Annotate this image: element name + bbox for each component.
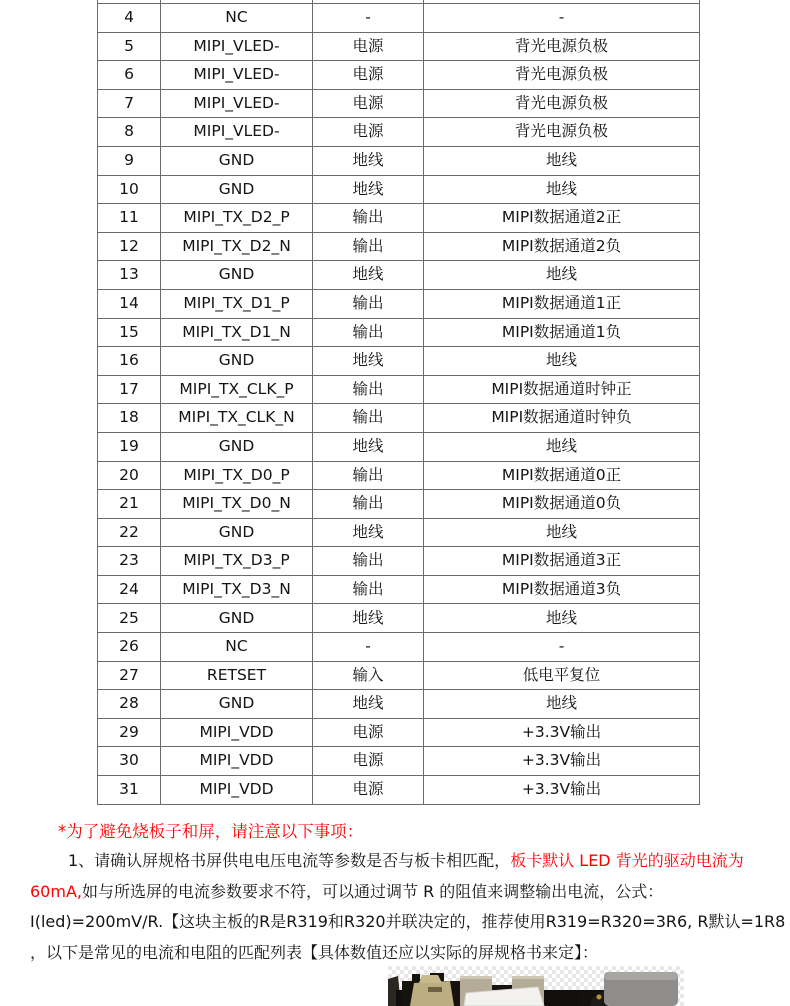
signal-type-cell: 输出 bbox=[313, 318, 424, 347]
table-row bbox=[98, 776, 700, 805]
signal-type-cell: 地线 bbox=[313, 432, 424, 461]
table-row bbox=[98, 146, 700, 175]
pin-number-cell: 9 bbox=[98, 146, 161, 175]
signal-type-cell: 输出 bbox=[313, 547, 424, 576]
signal-desc-cell: 地线 bbox=[424, 604, 700, 633]
table-row bbox=[98, 461, 700, 490]
signal-type-cell: 输出 bbox=[313, 232, 424, 261]
table-row bbox=[98, 175, 700, 204]
signal-type-cell: 地线 bbox=[313, 604, 424, 633]
pin-number-cell: 25 bbox=[98, 604, 161, 633]
notice-segment: 1、请确认屏规格书屏供电电压电流等参数是否与板卡相匹配， bbox=[68, 851, 511, 870]
signal-name-cell: GND bbox=[161, 347, 313, 376]
table-row bbox=[98, 289, 700, 318]
pin-number-cell: 26 bbox=[98, 633, 161, 662]
notice-line bbox=[30, 938, 782, 969]
gold-screw-dot bbox=[597, 995, 602, 1000]
signal-type-cell: 地线 bbox=[313, 347, 424, 376]
notice-segment: 如与所选屏的电流参数要求不符，可以通过调节 R 的阻值来调整输出电流，公式： bbox=[81, 881, 664, 901]
pin-number-cell: 4 bbox=[98, 4, 161, 33]
pin-number-cell: 24 bbox=[98, 575, 161, 604]
signal-type-cell: 电源 bbox=[313, 61, 424, 90]
pin-number-cell: 18 bbox=[98, 404, 161, 433]
signal-type-cell: 电源 bbox=[313, 718, 424, 747]
signal-name-cell: NC bbox=[161, 4, 313, 33]
signal-desc-cell: MIPI数据通道3正 bbox=[424, 547, 700, 576]
pin-number-cell: 20 bbox=[98, 461, 161, 490]
signal-desc-cell: 地线 bbox=[424, 518, 700, 547]
pin-number-cell: 13 bbox=[98, 261, 161, 290]
table-row bbox=[98, 747, 700, 776]
signal-name-cell: MIPI_TX_D0_N bbox=[161, 490, 313, 519]
table-row bbox=[98, 347, 700, 376]
signal-type-cell: 地线 bbox=[313, 146, 424, 175]
signal-type-cell: - bbox=[313, 633, 424, 662]
signal-name-cell: GND bbox=[161, 146, 313, 175]
table-row bbox=[98, 261, 700, 290]
signal-name-cell: RETSET bbox=[161, 661, 313, 690]
warning-heading: *为了避免烧板子和屏，请注意以下事项： bbox=[58, 822, 364, 841]
signal-desc-cell: 地线 bbox=[424, 432, 700, 461]
pin-number-cell: 16 bbox=[98, 347, 161, 376]
signal-desc-cell: MIPI数据通道时钟负 bbox=[424, 404, 700, 433]
table-row bbox=[98, 661, 700, 690]
table-row bbox=[98, 575, 700, 604]
signal-desc-cell: MIPI数据通道时钟正 bbox=[424, 375, 700, 404]
pin-number-cell: 17 bbox=[98, 375, 161, 404]
signal-name-cell: MIPI_VLED- bbox=[161, 118, 313, 147]
pin-number-cell: 15 bbox=[98, 318, 161, 347]
table-row bbox=[98, 318, 700, 347]
signal-name-cell: MIPI_TX_D3_P bbox=[161, 547, 313, 576]
signal-type-cell: 地线 bbox=[313, 518, 424, 547]
pin-table-body bbox=[98, 0, 700, 804]
notice-paragraph bbox=[30, 846, 786, 968]
board-photo-image bbox=[388, 966, 684, 1006]
signal-type-cell: 输出 bbox=[313, 375, 424, 404]
signal-name-cell: MIPI_TX_CLK_N bbox=[161, 404, 313, 433]
signal-name-cell: MIPI_TX_CLK_P bbox=[161, 375, 313, 404]
signal-desc-cell: MIPI数据通道2负 bbox=[424, 232, 700, 261]
signal-type-cell: 地线 bbox=[313, 261, 424, 290]
table-row bbox=[98, 404, 700, 433]
pin-number-cell: 11 bbox=[98, 204, 161, 233]
pin-number-cell: 28 bbox=[98, 690, 161, 719]
signal-name-cell: MIPI_VDD bbox=[161, 718, 313, 747]
signal-name-cell: GND bbox=[161, 261, 313, 290]
signal-desc-cell: +3.3V输出 bbox=[424, 747, 700, 776]
signal-type-cell: 地线 bbox=[313, 175, 424, 204]
table-row bbox=[98, 718, 700, 747]
pin-number-cell: 23 bbox=[98, 547, 161, 576]
table-row bbox=[98, 4, 700, 33]
pin-number-cell: 21 bbox=[98, 490, 161, 519]
signal-name-cell: MIPI_VDD bbox=[161, 776, 313, 805]
signal-name-cell: NC bbox=[161, 633, 313, 662]
notice-segment: I(led)=200mV/R.【这块主板的R是R319和R320并联决定的，推荐使用R319=R320=3R6, R默认=1R8 bbox=[30, 912, 786, 932]
signal-name-cell: MIPI_VLED- bbox=[161, 32, 313, 61]
pin-number-cell: 14 bbox=[98, 289, 161, 318]
pin-number-cell: 27 bbox=[98, 661, 161, 690]
pin-number-cell: 6 bbox=[98, 61, 161, 90]
table-row bbox=[98, 32, 700, 61]
signal-name-cell: MIPI_VLED- bbox=[161, 61, 313, 90]
pin-number-cell: 10 bbox=[98, 175, 161, 204]
signal-type-cell: 输出 bbox=[313, 289, 424, 318]
signal-type-cell: 输出 bbox=[313, 490, 424, 519]
signal-type-cell: 电源 bbox=[313, 776, 424, 805]
signal-name-cell: MIPI_VLED- bbox=[161, 89, 313, 118]
signal-name-cell: MIPI_VDD bbox=[161, 747, 313, 776]
signal-desc-cell: - bbox=[424, 4, 700, 33]
pin-number-cell: 31 bbox=[98, 776, 161, 805]
pin-definition-table bbox=[97, 0, 700, 805]
signal-name-cell: MIPI_TX_D1_P bbox=[161, 289, 313, 318]
signal-type-cell: - bbox=[313, 4, 424, 33]
signal-type-cell: 电源 bbox=[313, 89, 424, 118]
signal-desc-cell: 地线 bbox=[424, 261, 700, 290]
pin-number-cell: 5 bbox=[98, 32, 161, 61]
notice-line bbox=[30, 907, 786, 938]
table-row bbox=[98, 61, 700, 90]
signal-name-cell: GND bbox=[161, 518, 313, 547]
signal-type-cell: 输出 bbox=[313, 575, 424, 604]
signal-type-cell: 电源 bbox=[313, 747, 424, 776]
signal-desc-cell: +3.3V输出 bbox=[424, 776, 700, 805]
pin-number-cell: 29 bbox=[98, 718, 161, 747]
table-row bbox=[98, 204, 700, 233]
table-row bbox=[98, 490, 700, 519]
table-row bbox=[98, 375, 700, 404]
signal-name-cell: GND bbox=[161, 175, 313, 204]
signal-desc-cell: MIPI数据通道3负 bbox=[424, 575, 700, 604]
audio-jack-slot bbox=[428, 987, 442, 992]
signal-desc-cell: MIPI数据通道0正 bbox=[424, 461, 700, 490]
signal-type-cell: 输出 bbox=[313, 204, 424, 233]
signal-name-cell: MIPI_TX_D2_P bbox=[161, 204, 313, 233]
signal-desc-cell: 地线 bbox=[424, 347, 700, 376]
table-row bbox=[98, 518, 700, 547]
table-row bbox=[98, 89, 700, 118]
signal-desc-cell: MIPI数据通道2正 bbox=[424, 204, 700, 233]
pin-number-cell: 19 bbox=[98, 432, 161, 461]
signal-type-cell: 电源 bbox=[313, 32, 424, 61]
signal-name-cell: GND bbox=[161, 432, 313, 461]
signal-desc-cell: - bbox=[424, 633, 700, 662]
table-row bbox=[98, 633, 700, 662]
signal-desc-cell: MIPI数据通道1负 bbox=[424, 318, 700, 347]
signal-desc-cell: 地线 bbox=[424, 175, 700, 204]
signal-name-cell: GND bbox=[161, 604, 313, 633]
signal-type-cell: 输入 bbox=[313, 661, 424, 690]
signal-desc-cell: 地线 bbox=[424, 690, 700, 719]
middle-connector-bevel-right bbox=[512, 976, 544, 979]
signal-desc-cell: 背光电源负极 bbox=[424, 61, 700, 90]
signal-desc-cell: 地线 bbox=[424, 146, 700, 175]
audio-jack-prong bbox=[419, 975, 442, 983]
pin-number-cell: 22 bbox=[98, 518, 161, 547]
pin-number-cell: 7 bbox=[98, 89, 161, 118]
table-row bbox=[98, 432, 700, 461]
signal-name-cell: MIPI_TX_D1_N bbox=[161, 318, 313, 347]
signal-desc-cell: +3.3V输出 bbox=[424, 718, 700, 747]
signal-desc-cell: 背光电源负极 bbox=[424, 32, 700, 61]
notice-segment: 60mA, bbox=[30, 881, 82, 901]
signal-type-cell: 输出 bbox=[313, 461, 424, 490]
signal-desc-cell: MIPI数据通道0负 bbox=[424, 490, 700, 519]
notice-segment: ，以下是常见的电流和电阻的匹配列表【具体数值还应以实际的屏规格书来定】： bbox=[30, 942, 599, 962]
table-row bbox=[98, 118, 700, 147]
notice-segment: 板卡默认 LED 背光的驱动电流为 bbox=[510, 851, 744, 870]
signal-name-cell: MIPI_TX_D2_N bbox=[161, 232, 313, 261]
pin-number-cell: 8 bbox=[98, 118, 161, 147]
table-row bbox=[98, 690, 700, 719]
signal-desc-cell: 低电平复位 bbox=[424, 661, 700, 690]
table-row bbox=[98, 547, 700, 576]
signal-name-cell: GND bbox=[161, 690, 313, 719]
audio-jack-body bbox=[410, 981, 454, 1006]
right-connector-top bbox=[604, 972, 678, 980]
signal-desc-cell: MIPI数据通道1正 bbox=[424, 289, 700, 318]
pin-number-cell: 12 bbox=[98, 232, 161, 261]
signal-name-cell: MIPI_TX_D0_P bbox=[161, 461, 313, 490]
signal-name-cell: MIPI_TX_D3_N bbox=[161, 575, 313, 604]
middle-connector-bevel-left bbox=[460, 976, 492, 979]
notice-line bbox=[30, 846, 782, 877]
signal-type-cell: 电源 bbox=[313, 118, 424, 147]
signal-desc-cell: 背光电源负极 bbox=[424, 89, 700, 118]
signal-desc-cell: 背光电源负极 bbox=[424, 118, 700, 147]
signal-type-cell: 输出 bbox=[313, 404, 424, 433]
table-row bbox=[98, 604, 700, 633]
table-row bbox=[98, 232, 700, 261]
pin-number-cell: 30 bbox=[98, 747, 161, 776]
signal-type-cell: 地线 bbox=[313, 690, 424, 719]
notice-line bbox=[30, 877, 782, 908]
